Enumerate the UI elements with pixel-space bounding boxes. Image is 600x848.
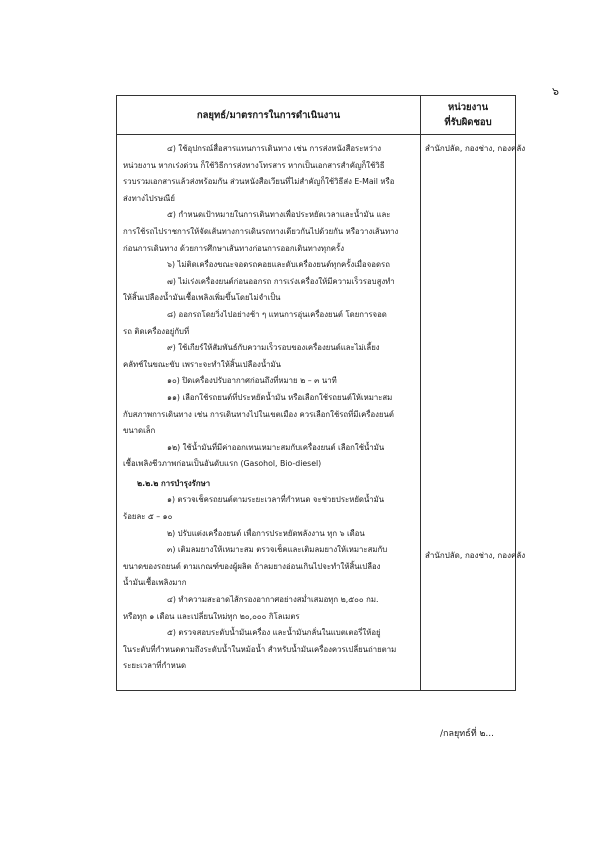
header-unit-line1: หน่วยงาน [447, 102, 489, 113]
unit-section2: สำนักปลัด, กองช่าง, กองคลัง [425, 551, 526, 560]
item-5-line1: ๕) กำหนดเป้าหมายในการเดินทางเพื่อประหยัดเวลาและน้ำมัน และ [167, 210, 391, 220]
item-8-line2: รถ ติดเครื่องอยู่กับที่ [123, 326, 190, 336]
item-9-line2: คลัทช์ในขณะขับ เพราะจะทำให้สิ้นเปลืองน้ำมัน [123, 359, 281, 369]
maint-item-3-line2: ขนาดของรถยนต์ ตามเกณฑ์ของผู้ผลิต ถ้าลมยางอ่อนเกินไปจะทำให้สิ้นเปลือง [123, 561, 381, 571]
maint-item-1-line1: ๑) ตรวจเช็ครถยนต์ตามระยะเวลาที่กำหนด จะช่วยประหยัดน้ำมัน [167, 495, 385, 505]
header-strategy: กลยุทธ์/มาตรการในการดำเนินงาน [117, 96, 421, 135]
item-8-line1: ๘) ออกรถโดยวิ่งไปอย่างช้า ๆ แทนการอุ่นเครื่องยนต์ โดยการจอด [167, 309, 387, 319]
table-body-row [117, 135, 516, 691]
page-number: ๖ [552, 85, 559, 98]
maint-item-4-line2: หรือทุก ๑ เดือน และเปลี่ยนใหม่ทุก ๒๐,๐๐๐ กิโลเมตร [123, 611, 300, 621]
maint-item-4-line1: ๔) ทำความสะอาดไส้กรองอากาศอย่างสม่ำเสมอทุก ๒,๕๐๐ กม. [167, 595, 379, 605]
table-header-row [117, 96, 516, 135]
item-11-line3: ขนาดเล็ก [123, 426, 156, 436]
item-9-line1: ๙) ใช้เกียร์ให้สัมพันธ์กับความเร็วรอบของเครื่องยนต์และไม่เลี้ยง [167, 343, 380, 353]
strategy-table [116, 95, 526, 691]
maint-item-5-line3: ระยะเวลาที่กำหนด [123, 661, 187, 671]
item-4-line1: ๔) ใช้อุปกรณ์สื่อสารแทนการเดินทาง เช่น การส่งหนังสือระหว่าง [167, 144, 382, 153]
item-12-line1: ๑๒) ใช้น้ำมันที่มีค่าออกเทนเหมาะสมกับเครื่องยนต์ เลือกใช้น้ำมัน [167, 442, 385, 452]
maint-item-5-line1: ๕) ตรวจสอบระดับน้ำมันเครื่อง และน้ำมันกลั่นในแบตเตอรี่ให้อยู่ [167, 628, 381, 638]
header-unit-line2: ที่รับผิดชอบ [444, 117, 492, 128]
continuation-note: /กลยุทธ์ที่ ๒... [440, 729, 495, 739]
header-responsible-unit [421, 96, 516, 135]
item-12-line2: เชื้อเพลิงชีวภาพก่อนเป็นอันดับแรก (Gasohol, Bio-diesel) [123, 459, 322, 469]
maint-item-2: ๒) ปรับแต่งเครื่องยนต์ เพื่อการประหยัดพลังงาน ทุก ๖ เดือน [167, 528, 365, 538]
responsible-units [421, 135, 526, 691]
maint-item-3-line1: ๓) เติมลมยางให้เหมาะสม ตรวจเช็คและเติมลมยางให้เหมาะสมกับ [167, 545, 388, 555]
item-4-line4: ส่งทางไปรษณีย์ [123, 193, 175, 203]
item-7-line1: ๗) ไม่เร่งเครื่องยนต์ก่อนออกรถ การเร่งเครื่องให้มีความเร็วรอบสูงทำ [167, 276, 395, 286]
maint-item-3-line3: น้ำมันเชื้อเพลิงมาก [123, 578, 187, 588]
item-5-line2: การใช้รถไปราชการให้จัดเส้นทางการเดินรถทางเดียวกันไปด้วยกัน หรือวางเส้นทาง [123, 226, 399, 236]
item-6: ๖) ไม่ติดเครื่องขณะจอดรถคอยและดับเครื่องยนต์ทุกครั้งเมื่อจอดรถ [167, 260, 390, 270]
item-11-line2: กับสภาพการเดินทาง เช่น การเดินทางไปในเขตเมือง ควรเลือกใช้รถที่มีเครื่องยนต์ [123, 409, 394, 419]
item-4-line2: หน่วยงาน หากเร่งด่วน ก็ใช้วิธีการส่งทางโทรสาร หากเป็นเอกสารสำคัญก็ใช้วิธี [123, 160, 385, 170]
maintenance-heading: ๒.๒.๒ การบำรุงรักษา [137, 478, 211, 488]
item-10: ๑๐) ปิดเครื่องปรับอากาศก่อนถึงที่หมาย ๒ – ๓ นาที [167, 376, 337, 386]
strategy-content [117, 135, 421, 691]
item-5-line3: ก่อนการเดินทาง ด้วยการศึกษาเส้นทางก่อนการออกเดินทางทุกครั้ง [123, 243, 345, 253]
item-7-line2: ให้สิ้นเปลืองน้ำมันเชื้อเพลิงเพิ่มขึ้นโดยไม่จำเป็น [123, 293, 281, 303]
unit-section1: สำนักปลัด, กองช่าง, กองคลัง [425, 144, 526, 153]
item-11-line1: ๑๑) เลือกใช้รถยนต์ที่ประหยัดน้ำมัน หรือเลือกใช้รถยนต์ให้เหมาะสม [167, 392, 393, 402]
maint-item-1-line2: ร้อยละ ๕ – ๑๐ [123, 512, 173, 522]
maint-item-5-line2: ในระดับที่กำหนดตามถึงระดับน้ำในหม้อน้ำ สำหรับน้ำมันเครื่องควรเปลี่ยนถ่ายตาม [123, 644, 397, 654]
item-4-line3: รวบรวมเอกสารแล้วส่งพร้อมกัน ส่วนหนังสือเวียนที่ไม่สำคัญก็ใช้วิธีส่ง E-Mail หรือ [123, 177, 395, 187]
